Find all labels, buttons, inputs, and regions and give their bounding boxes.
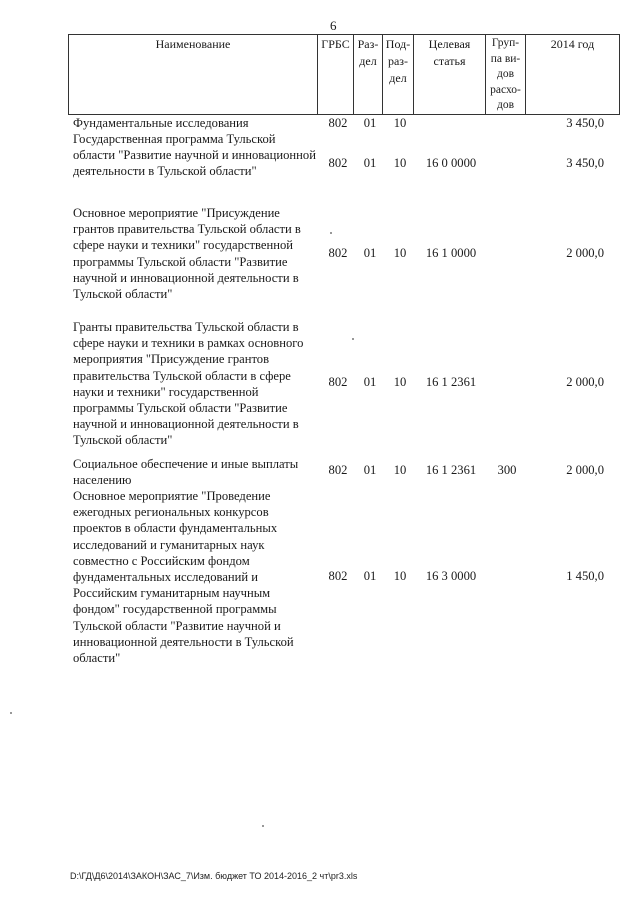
row-celevaya: 16 1 2361 [425, 375, 477, 389]
row-podrazdel: 10 [393, 246, 407, 260]
row-sum: 2 000,0 [566, 246, 604, 260]
header-year: 2014 год [526, 35, 620, 115]
header-razdel: Раз- дел [354, 35, 383, 115]
row-sum: 3 450,0 [566, 156, 604, 170]
table-header [68, 34, 620, 115]
row-name: Фундаментальные исследования [73, 116, 249, 130]
scan-speck [352, 338, 354, 340]
row-celevaya: 16 1 2361 [425, 463, 477, 477]
header-grbs: ГРБС [318, 35, 354, 115]
row-grbs: 802 [328, 116, 348, 130]
row-razdel: 01 [363, 569, 377, 583]
row-sum: 1 450,0 [566, 569, 604, 583]
row-name: Гранты правительства Тульской области в сфере науки и техники в рамках основного мероприятия "Присуждение грантов правительства Тульской области в сфере науки и техники" государственной программы Тульской области "Развитие научной и инновационной деятельности в Тульской области" [73, 320, 304, 448]
scan-speck [330, 232, 332, 234]
row-podrazdel: 10 [393, 156, 407, 170]
row-podrazdel: 10 [393, 116, 407, 130]
header-podrazdel: Под- раз- дел [383, 35, 414, 115]
row-celevaya: 16 1 0000 [425, 246, 477, 260]
header-gruppa: Груп- па ви- дов расхо- дов [486, 35, 526, 115]
row-razdel: 01 [363, 116, 377, 130]
scan-speck [262, 825, 264, 827]
row-sum: 2 000,0 [566, 375, 604, 389]
row-sum: 2 000,0 [566, 463, 604, 477]
header-name: Наименование [69, 35, 318, 115]
row-grbs: 802 [328, 463, 348, 477]
row-grbs: 802 [328, 569, 348, 583]
row-razdel: 01 [363, 375, 377, 389]
row-name: Государственная программа Тульской области "Развитие научной и инновационной деятельности в Тульской области" [73, 132, 316, 179]
row-podrazdel: 10 [393, 375, 407, 389]
row-gruppa: 300 [497, 463, 517, 477]
row-name: Основное мероприятие "Проведение ежегодных региональных конкурсов проектов в области фундаментальных исследований и гуманитарных наук совместно с Российским фондом фундаментальных исследований и Российским гуманитарным научным фондом" государственной программы Тульской области "Развитие научной и инновационной деятельности в Тульской области" [73, 489, 294, 666]
row-podrazdel: 10 [393, 569, 407, 583]
row-celevaya: 16 0 0000 [425, 156, 477, 170]
header-celevaya: Целевая статья [414, 35, 486, 115]
row-grbs: 802 [328, 246, 348, 260]
row-razdel: 01 [363, 156, 377, 170]
scan-speck [10, 712, 12, 714]
row-razdel: 01 [363, 246, 377, 260]
row-podrazdel: 10 [393, 463, 407, 477]
file-path-footer: D:\ГД\Д6\2014\ЗАКОН\ЗАС_7\Изм. бюджет ТО 2014-2016_2 чт\pr3.xls [70, 871, 358, 881]
row-name: Социальное обеспечение и иные выплаты населению [73, 457, 299, 488]
row-grbs: 802 [328, 156, 348, 170]
row-name: Основное мероприятие "Присуждение грантов правительства Тульской области в сфере науки и техники" государственной программы Тульской области "Развитие научной и инновационной деятельности в Тульской области" [73, 206, 301, 302]
row-celevaya: 16 3 0000 [425, 569, 477, 583]
row-grbs: 802 [328, 375, 348, 389]
row-sum: 3 450,0 [566, 116, 604, 130]
row-razdel: 01 [363, 463, 377, 477]
page-number: 6 [330, 18, 337, 33]
